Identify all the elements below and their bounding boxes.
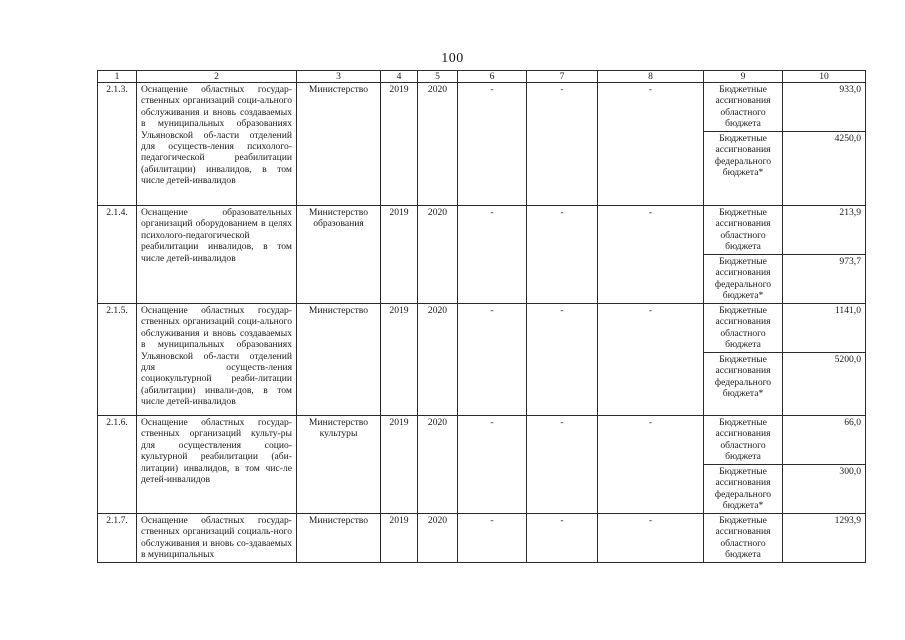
activity-number: 2.1.5.	[98, 304, 137, 416]
column-number-header: 5	[418, 71, 458, 83]
activity-year-start: 2019	[381, 416, 418, 514]
activity-col-7: -	[527, 416, 598, 514]
activity-col-7: -	[527, 514, 598, 563]
activity-name: Оснащение образовательных организаций оборудованием в целях психолого-педагогической реабилитации инвалидов, в том числе детей-инвалидов	[137, 206, 297, 304]
funding-source: Бюджетные ассигнования областного бюджета	[704, 514, 783, 563]
activity-col-7: -	[527, 83, 598, 206]
activity-col-8: -	[598, 514, 704, 563]
activity-col-8: -	[598, 83, 704, 206]
funding-amount: 66,0	[783, 416, 866, 465]
table-row	[98, 416, 866, 465]
activity-executor: Министерство культуры	[297, 416, 381, 514]
column-number-header: 1	[98, 71, 137, 83]
activity-executor: Министерство	[297, 514, 381, 563]
activity-number: 2.1.7.	[98, 514, 137, 563]
funding-source: Бюджетные ассигнования федерального бюджета*	[704, 353, 783, 416]
activity-name: Оснащение областных государ-ственных организаций соци-ального обслуживания и вновь создаваемых в муниципальных образованиях Ульяновской об-ласти отделений для осуществ-ления социокультурной реаби-литации (абилитации) инвали-дов, в том числе детей-инвалидов	[137, 304, 297, 416]
activity-year-start: 2019	[381, 83, 418, 206]
funding-source: Бюджетные ассигнования областного бюджета	[704, 83, 783, 132]
activity-number: 2.1.6.	[98, 416, 137, 514]
funding-source: Бюджетные ассигнования федерального бюджета*	[704, 255, 783, 304]
funding-amount: 933,0	[783, 83, 866, 132]
funding-source: Бюджетные ассигнования областного бюджета	[704, 416, 783, 465]
table-row	[98, 514, 866, 563]
activity-year-start: 2019	[381, 206, 418, 304]
activity-col-8: -	[598, 206, 704, 304]
activity-year-end: 2020	[418, 83, 458, 206]
funding-amount: 300,0	[783, 465, 866, 514]
funding-amount: 1141,0	[783, 304, 866, 353]
activity-col-7: -	[527, 206, 598, 304]
activity-name: Оснащение областных государ-ственных организаций культу-ры для осуществления социо-культурной реабилитации (аби-литации) инвалидов, в том чис-ле детей-инвалидов	[137, 416, 297, 514]
activity-year-end: 2020	[418, 304, 458, 416]
activity-col-6: -	[458, 416, 527, 514]
activity-executor: Министерство	[297, 304, 381, 416]
table-row	[98, 304, 866, 353]
column-number-header: 10	[783, 71, 866, 83]
column-number-header: 3	[297, 71, 381, 83]
activity-col-8: -	[598, 416, 704, 514]
activity-col-8: -	[598, 304, 704, 416]
activity-year-end: 2020	[418, 514, 458, 563]
program-activities-table	[97, 70, 866, 563]
funding-amount: 5200,0	[783, 353, 866, 416]
column-number-header: 6	[458, 71, 527, 83]
activity-number: 2.1.4.	[98, 206, 137, 304]
funding-source: Бюджетные ассигнования областного бюджета	[704, 206, 783, 255]
activity-col-7: -	[527, 304, 598, 416]
activity-executor: Министерство образования	[297, 206, 381, 304]
activity-year-end: 2020	[418, 416, 458, 514]
activity-col-6: -	[458, 514, 527, 563]
funding-amount: 213,9	[783, 206, 866, 255]
column-number-header: 9	[704, 71, 783, 83]
activity-col-6: -	[458, 83, 527, 206]
table-row	[98, 83, 866, 132]
table-header-row	[98, 71, 866, 83]
activity-year-start: 2019	[381, 304, 418, 416]
column-number-header: 8	[598, 71, 704, 83]
activity-executor: Министерство	[297, 83, 381, 206]
activity-year-end: 2020	[418, 206, 458, 304]
activity-col-6: -	[458, 206, 527, 304]
funding-source: Бюджетные ассигнования федерального бюджета*	[704, 465, 783, 514]
funding-amount: 1293,9	[783, 514, 866, 563]
activity-number: 2.1.3.	[98, 83, 137, 206]
funding-source: Бюджетные ассигнования федерального бюджета*	[704, 132, 783, 206]
column-number-header: 7	[527, 71, 598, 83]
funding-amount: 4250,0	[783, 132, 866, 206]
activity-name: Оснащение областных государ-ственных организаций соци-ального обслуживания и вновь создаваемых в муниципальных образованиях Ульяновской об-ласти отделений для осуществ-ления психолого-педагогической реабилитации (абилитации) инвалидов, в том числе детей-инвалидов	[137, 83, 297, 206]
column-number-header: 4	[381, 71, 418, 83]
activity-year-start: 2019	[381, 514, 418, 563]
table-row	[98, 206, 866, 255]
funding-source: Бюджетные ассигнования областного бюджета	[704, 304, 783, 353]
page-number: 100	[441, 51, 464, 66]
activity-col-6: -	[458, 304, 527, 416]
funding-amount: 973,7	[783, 255, 866, 304]
column-number-header: 2	[137, 71, 297, 83]
activity-name: Оснащение областных государ-ственных организаций социаль-ного обслуживания и вновь со-здаваемых в муниципальных	[137, 514, 297, 563]
